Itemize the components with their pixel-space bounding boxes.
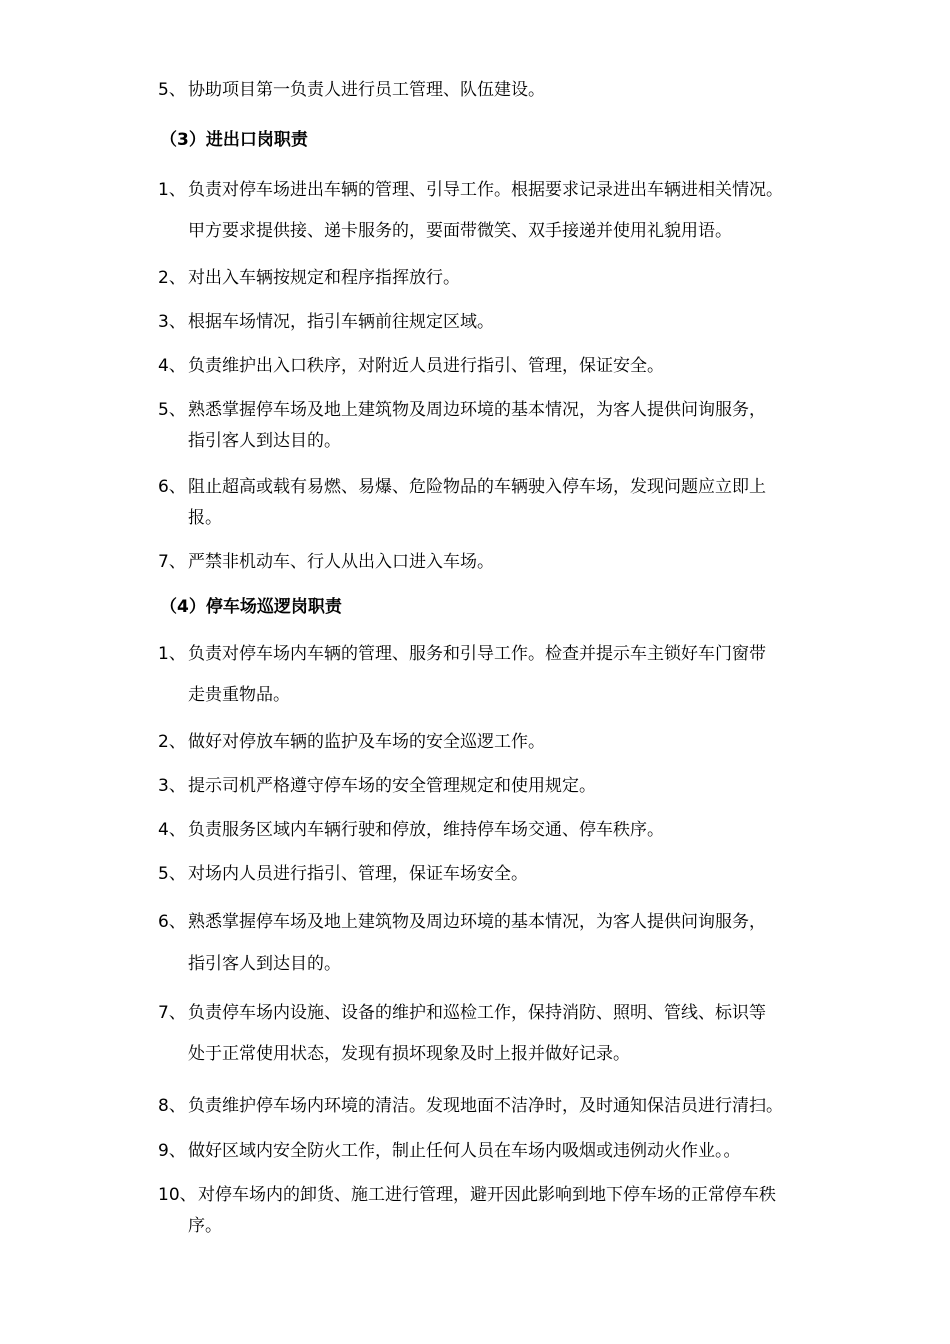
item-number: 5、: [158, 400, 186, 420]
item-text: 对场内人员进行指引、管理，保证车场安全。: [188, 864, 528, 884]
item-number: 1、: [158, 644, 186, 664]
section-heading-3: （3）进出口岗职责: [160, 130, 308, 150]
item-number: 6、: [158, 477, 186, 497]
item-text: 负责维护停车场内环境的清洁。发现地面不洁净时，及时通知保洁员进行清扫。: [188, 1096, 783, 1116]
item-text: 阻止超高或载有易燃、易爆、危险物品的车辆驶入停车场，发现问题应立即上: [188, 477, 766, 497]
item-text: 做好区域内安全防火工作，制止任何人员在车场内吸烟或违例动火作业。。: [188, 1141, 741, 1161]
item-number: 3、: [158, 776, 186, 796]
item-number: 5、: [158, 864, 186, 884]
item-number: 5、: [158, 80, 186, 100]
item-number: 7、: [158, 552, 186, 572]
item-text-continued: 序。: [188, 1216, 222, 1236]
item-number: 3、: [158, 312, 186, 332]
item-text: 负责服务区域内车辆行驶和停放，维持停车场交通、停车秩序。: [188, 820, 664, 840]
item-number: 9、: [158, 1141, 186, 1161]
item-text-continued: 指引客人到达目的。: [188, 431, 341, 451]
item-number: 6、: [158, 912, 186, 932]
item-text: 根据车场情况，指引车辆前往规定区域。: [188, 312, 494, 332]
item-number: 1、: [158, 180, 186, 200]
item-text-continued: 处于正常使用状态，发现有损坏现象及时上报并做好记录。: [188, 1044, 630, 1064]
item-number: 8、: [158, 1096, 186, 1116]
item-text: 负责对停车场进出车辆的管理、引导工作。根据要求记录进出车辆进相关情况。: [188, 180, 783, 200]
item-text: 熟悉掌握停车场及地上建筑物及周边环境的基本情况，为客人提供问询服务，: [188, 912, 766, 932]
item-text: 对停车场内的卸货、施工进行管理，避开因此影响到地下停车场的正常停车秩: [198, 1185, 776, 1205]
item-text: 严禁非机动车、行人从出入口进入车场。: [188, 552, 494, 572]
item-number: 2、: [158, 268, 186, 288]
item-number: 4、: [158, 820, 186, 840]
item-text-continued: 指引客人到达目的。: [188, 954, 341, 974]
item-text-continued: 甲方要求提供接、递卡服务的，要面带微笑、双手接递并使用礼貌用语。: [188, 221, 732, 241]
item-text: 熟悉掌握停车场及地上建筑物及周边环境的基本情况，为客人提供问询服务，: [188, 400, 766, 420]
item-text: 对出入车辆按规定和程序指挥放行。: [188, 268, 460, 288]
item-number: 4、: [158, 356, 186, 376]
item-text: 负责停车场内设施、设备的维护和巡检工作，保持消防、照明、管线、标识等: [188, 1003, 766, 1023]
item-text: 提示司机严格遵守停车场的安全管理规定和使用规定。: [188, 776, 596, 796]
item-text: 做好对停放车辆的监护及车场的安全巡逻工作。: [188, 732, 545, 752]
item-number: 7、: [158, 1003, 186, 1023]
item-number: 10、: [158, 1185, 197, 1205]
section-heading-4: （4）停车场巡逻岗职责: [160, 597, 342, 617]
item-text-continued: 走贵重物品。: [188, 685, 290, 705]
item-text: 负责对停车场内车辆的管理、服务和引导工作。检查并提示车主锁好车门窗带: [188, 644, 766, 664]
item-text-continued: 报。: [188, 508, 222, 528]
item-text: 协助项目第一负责人进行员工管理、队伍建设。: [188, 80, 545, 100]
item-text: 负责维护出入口秩序，对附近人员进行指引、管理，保证安全。: [188, 356, 664, 376]
item-number: 2、: [158, 732, 186, 752]
